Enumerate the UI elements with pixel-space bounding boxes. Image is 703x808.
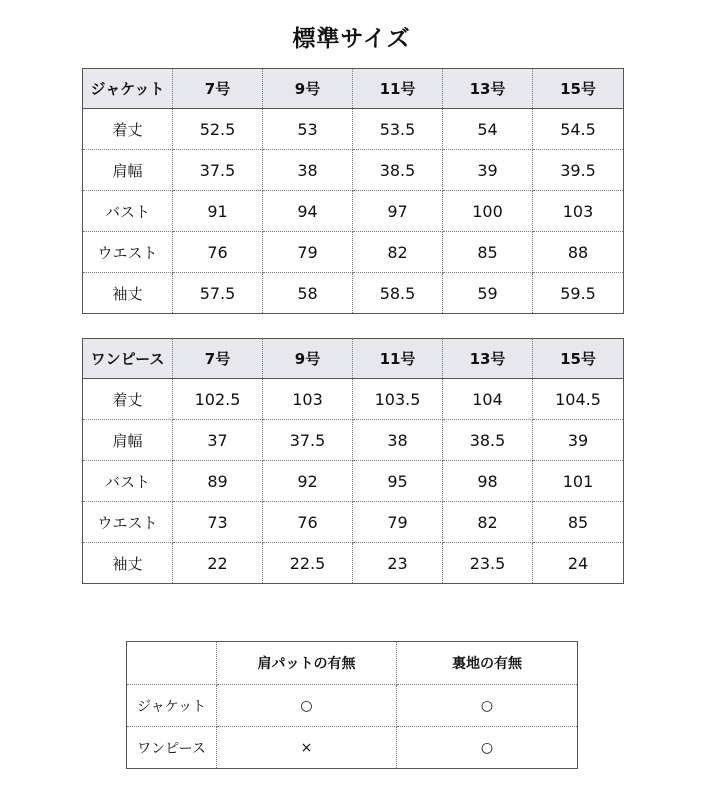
row-label: バスト: [83, 461, 173, 502]
table-cell: 37: [173, 420, 263, 461]
table-cell: 59.5: [533, 273, 624, 314]
table-cell: 89: [173, 461, 263, 502]
row-label: ワンピース: [127, 727, 217, 769]
table-cell: 76: [263, 502, 353, 543]
header-cell: 7号: [173, 339, 263, 379]
header-cell: ジャケット: [83, 69, 173, 109]
table-cell: 52.5: [173, 109, 263, 150]
table-cell: 92: [263, 461, 353, 502]
table-cell: 22.5: [263, 543, 353, 584]
table-row: [83, 420, 624, 461]
table-cell: 23.5: [443, 543, 533, 584]
row-label: 着丈: [83, 109, 173, 150]
header-cell: 7号: [173, 69, 263, 109]
table-cell: 102.5: [173, 379, 263, 420]
table-cell: 37.5: [263, 420, 353, 461]
availability-mark: ○: [397, 727, 578, 769]
table-cell: 79: [263, 232, 353, 273]
header-cell: 9号: [263, 339, 353, 379]
row-label: ウエスト: [83, 232, 173, 273]
table-cell: 103: [533, 191, 624, 232]
table-cell: 39: [443, 150, 533, 191]
row-label: バスト: [83, 191, 173, 232]
jacket-size-table: [82, 68, 624, 314]
table-cell: 54.5: [533, 109, 624, 150]
table-cell: 73: [173, 502, 263, 543]
options-table: [126, 641, 578, 769]
table-cell: 101: [533, 461, 624, 502]
table-header-row: [127, 642, 578, 685]
header-cell: ワンピース: [83, 339, 173, 379]
table-cell: 38: [263, 150, 353, 191]
table-row: [83, 150, 624, 191]
row-label: 肩幅: [83, 420, 173, 461]
table-cell: 98: [443, 461, 533, 502]
table-cell: 57.5: [173, 273, 263, 314]
table-cell: 100: [443, 191, 533, 232]
table-cell: 58: [263, 273, 353, 314]
table-row: [83, 109, 624, 150]
table-cell: 38: [353, 420, 443, 461]
table-cell: 103.5: [353, 379, 443, 420]
header-cell: 13号: [443, 69, 533, 109]
table-cell: 24: [533, 543, 624, 584]
table-cell: 85: [533, 502, 624, 543]
table-cell: 39: [533, 420, 624, 461]
table-header-row: [83, 339, 624, 379]
table-cell: 38.5: [443, 420, 533, 461]
page-title: 標準サイズ: [292, 26, 411, 52]
row-label: 袖丈: [83, 273, 173, 314]
table-row: [83, 379, 624, 420]
table-cell: 39.5: [533, 150, 624, 191]
table-row: [83, 273, 624, 314]
table-cell: 97: [353, 191, 443, 232]
header-cell: 裏地の有無: [397, 642, 578, 685]
table-cell: 103: [263, 379, 353, 420]
header-cell: 9号: [263, 69, 353, 109]
table-cell: 53.5: [353, 109, 443, 150]
header-cell: 肩パットの有無: [217, 642, 397, 685]
table-cell: 85: [443, 232, 533, 273]
table-cell: 22: [173, 543, 263, 584]
table-row: [127, 685, 578, 727]
table-cell: 58.5: [353, 273, 443, 314]
table-header-row: [83, 69, 624, 109]
row-label: ウエスト: [83, 502, 173, 543]
table-cell: 104.5: [533, 379, 624, 420]
header-cell: 13号: [443, 339, 533, 379]
table-cell: 76: [173, 232, 263, 273]
table-cell: 91: [173, 191, 263, 232]
table-cell: 94: [263, 191, 353, 232]
availability-mark: ○: [217, 685, 397, 727]
header-cell: 11号: [353, 339, 443, 379]
header-cell: 15号: [533, 69, 624, 109]
table-cell: 95: [353, 461, 443, 502]
table-cell: 82: [443, 502, 533, 543]
availability-mark: ○: [397, 685, 578, 727]
table-row: [83, 232, 624, 273]
row-label: ジャケット: [127, 685, 217, 727]
header-cell: 11号: [353, 69, 443, 109]
row-label: 肩幅: [83, 150, 173, 191]
table-cell: 59: [443, 273, 533, 314]
table-row: [83, 461, 624, 502]
table-row: [127, 727, 578, 769]
table-cell: 37.5: [173, 150, 263, 191]
availability-mark: ×: [217, 727, 397, 769]
table-cell: 23: [353, 543, 443, 584]
row-label: 袖丈: [83, 543, 173, 584]
row-label: 着丈: [83, 379, 173, 420]
table-row: [83, 543, 624, 584]
table-cell: 88: [533, 232, 624, 273]
table-row: [83, 502, 624, 543]
table-cell: 53: [263, 109, 353, 150]
table-row: [83, 191, 624, 232]
dress-size-table: [82, 338, 624, 584]
header-cell: 15号: [533, 339, 624, 379]
table-cell: 54: [443, 109, 533, 150]
table-cell: 82: [353, 232, 443, 273]
header-cell-empty: [127, 642, 217, 685]
table-cell: 104: [443, 379, 533, 420]
table-cell: 79: [353, 502, 443, 543]
table-cell: 38.5: [353, 150, 443, 191]
